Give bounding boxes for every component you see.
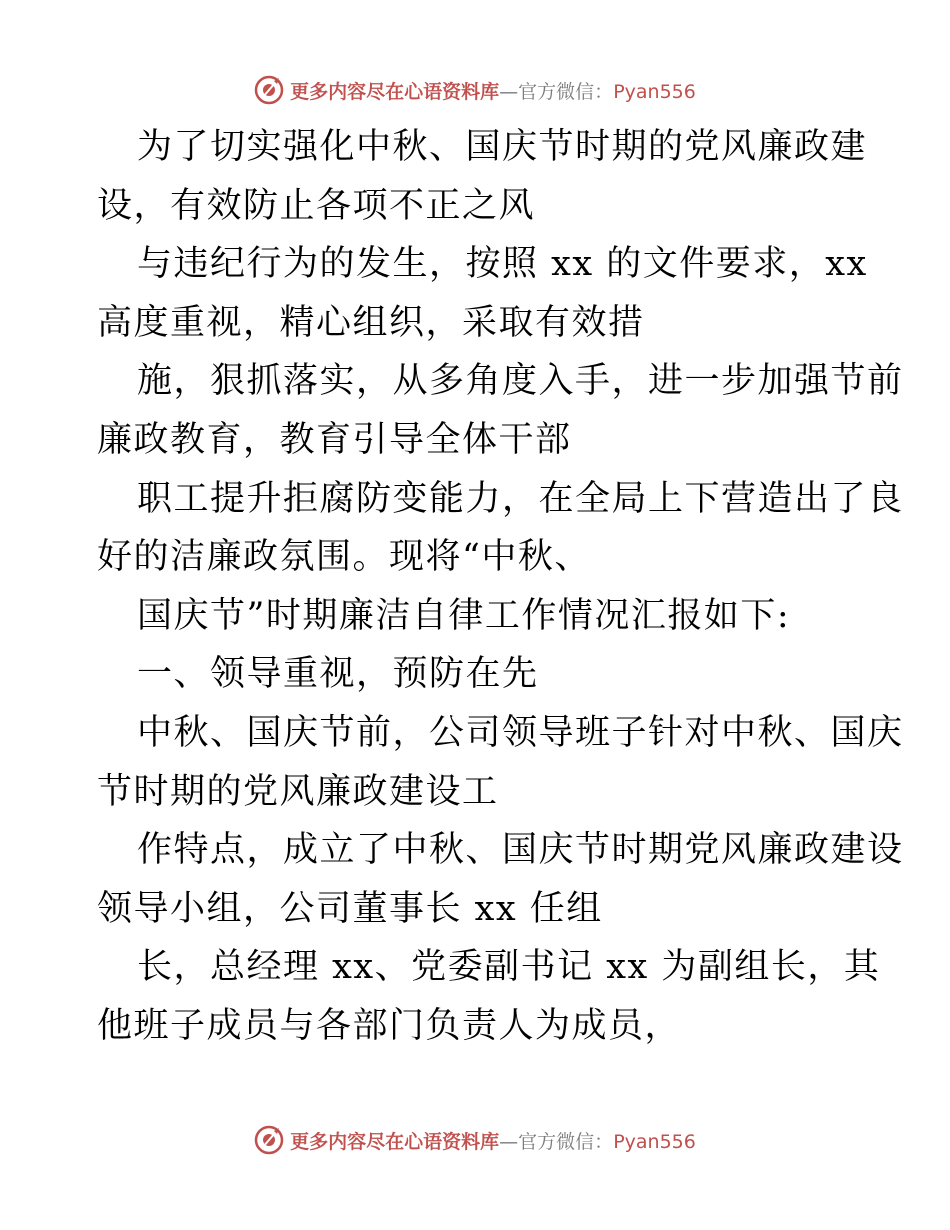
text-line: 为了切实强化中秋、国庆节时期的党风廉政建 [137,127,868,167]
text-line: 施，狠抓落实，从多角度入手，进一步加强节前 [137,361,904,402]
header-banner-text [290,77,696,104]
text-line: 职工提升拒腐防变能力，在全局上下营造出了良 [137,478,904,519]
text-line: 高度重视，精心组织，采取有效措 [97,302,645,343]
header-banner-wechat-id: Pyan556 [613,80,696,103]
text-line: 国庆节”时期廉洁自律工作情况汇报如下: [137,595,791,636]
brand-logo-icon [254,1125,284,1155]
footer-banner [0,1120,950,1160]
header-banner-title: 更多内容尽在心语资料库 [290,80,500,103]
document-body [97,118,904,1056]
text-line: 设，有效防止各项不正之风 [97,185,536,226]
text-line: 作特点，成立了中秋、国庆节时期党风廉政建设 [137,830,904,871]
text-line: 长，总经理 xx、党委副书记 xx 为副组长，其 [137,947,881,988]
footer-banner-text [290,1127,696,1154]
text-line: 领导小组，公司董事长 xx 任组 [97,888,603,929]
footer-banner-wechat-id: Pyan556 [613,1130,696,1153]
brand-logo-icon [254,75,284,105]
text-line: 中秋、国庆节前，公司领导班子针对中秋、国庆 [137,712,904,753]
text-line: 好的洁廉政氛围。现将“中秋、 [97,537,591,578]
text-line: 与违纪行为的发生，按照 xx 的文件要求，xx [137,244,868,285]
section-heading: 一、领导重视，预防在先 [137,654,539,695]
footer-banner-label: —官方微信： [499,1130,614,1153]
text-line: 廉政教育，教育引导全体干部 [97,419,572,460]
footer-banner-title: 更多内容尽在心语资料库 [290,1130,500,1153]
text-line: 他班子成员与各部门负责人为成员， [97,1005,682,1046]
header-banner [0,70,950,110]
text-line: 节时期的党风廉政建设工 [97,771,499,812]
header-banner-label: —官方微信： [499,80,614,103]
